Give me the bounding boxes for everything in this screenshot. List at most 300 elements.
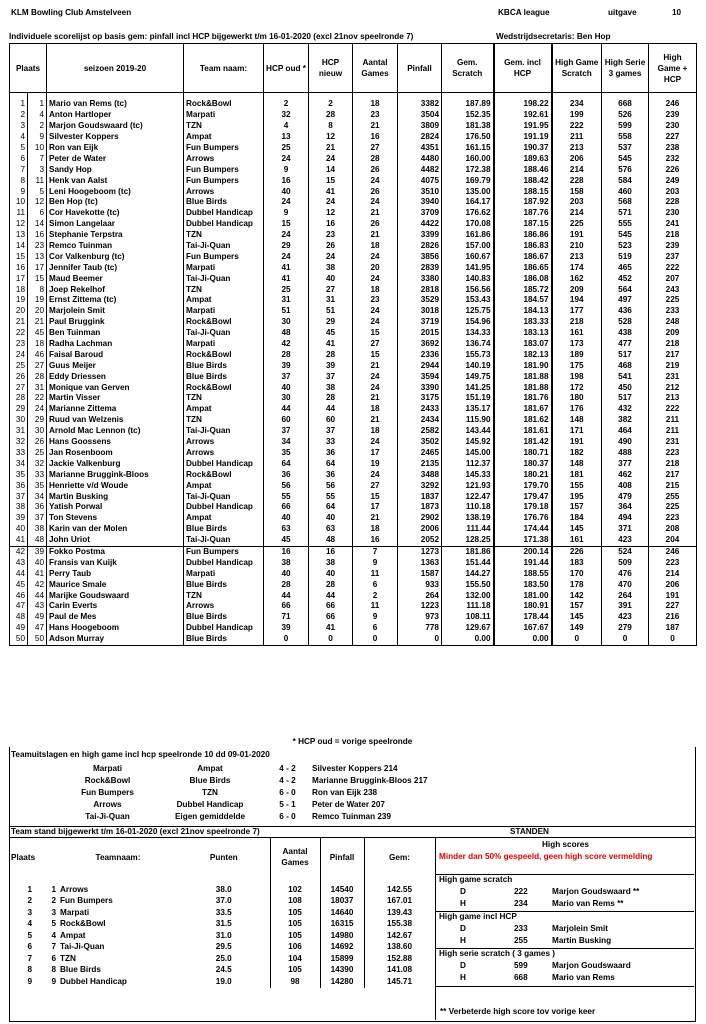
team-cell: Arrows <box>184 437 264 448</box>
high-serie-cell: 464 <box>602 426 649 437</box>
high-game-scratch-cell: 226 <box>552 546 602 557</box>
player-name-cell: Marianne Bruggink-Bloos <box>47 469 184 480</box>
high-game-scratch-cell: 218 <box>552 317 602 328</box>
points-cell: 31.5 <box>215 919 232 929</box>
high-score-gender: D <box>460 887 466 896</box>
high-serie-cell: 470 <box>602 579 649 590</box>
high-score-score: 255 <box>514 936 528 945</box>
prev-rank-cell: 33 <box>28 469 47 480</box>
player-name-cell: Anton Hartloper <box>47 110 184 121</box>
high-game-hcp-cell: 233 <box>649 306 697 317</box>
hcp-old-cell: 31 <box>264 295 309 306</box>
player-row <box>10 393 697 404</box>
team-cell: Blue Birds <box>184 197 264 208</box>
rank-cell: 41 <box>10 535 28 546</box>
games-cell: 24 <box>353 306 398 317</box>
pinfall-cell: 1837 <box>398 491 442 502</box>
pinfall-cell: 2944 <box>398 360 442 371</box>
high-game-scratch-cell: 158 <box>552 186 602 197</box>
average-cell: 145.71 <box>364 976 435 988</box>
high-score-score: 233 <box>514 924 528 933</box>
high-game-hcp-cell: 225 <box>649 295 697 306</box>
team-cell: Blue Birds <box>184 360 264 371</box>
rank-cell: 12 <box>10 219 28 230</box>
avg-scratch-cell: 187.89 <box>442 99 494 110</box>
col-header-high-game-scratch: High Game Scratch <box>552 44 602 93</box>
high-game-hcp-cell: 227 <box>649 601 697 612</box>
player-row <box>10 317 697 328</box>
games-cell: 18 <box>353 524 398 535</box>
rank-cell: 20 <box>10 306 28 317</box>
player-row <box>10 513 697 524</box>
rank-cell: 4 <box>27 919 32 929</box>
high-game-hcp-cell: 222 <box>649 262 697 273</box>
high-game-hcp-cell: 226 <box>649 164 697 175</box>
pinfall-cell: 2006 <box>398 524 442 535</box>
rank-cell: 5 <box>10 143 28 154</box>
team-cell: Dubbel Handicap <box>184 623 264 634</box>
high-serie-cell: 371 <box>602 524 649 535</box>
team-cell: Tai-Ji-Quan <box>60 942 105 952</box>
hcp-new-cell: 29 <box>309 317 353 328</box>
pinfall-cell: 3390 <box>398 382 442 393</box>
prev-rank-cell: 13 <box>28 251 47 262</box>
standing-col-plaats: Plaats <box>11 852 36 862</box>
player-row <box>10 110 697 121</box>
hcp-new-cell: 41 <box>309 339 353 350</box>
team-cell: Marpati <box>60 907 90 917</box>
prev-rank-cell: 3 <box>51 907 56 917</box>
team-cell: Tai-Ji-Quan <box>184 426 264 437</box>
hcp-old-cell: 71 <box>264 612 309 623</box>
header-row <box>10 44 697 93</box>
hcp-new-cell: 31 <box>309 295 353 306</box>
average-cell: 142.55 <box>364 884 435 896</box>
high-game-scratch-cell: 178 <box>552 579 602 590</box>
high-serie-cell: 279 <box>602 623 649 634</box>
high-serie-cell: 408 <box>602 480 649 491</box>
avg-scratch-cell: 115.90 <box>442 415 494 426</box>
avg-hcp-cell: 185.72 <box>494 284 552 295</box>
avg-scratch-cell: 140.19 <box>442 360 494 371</box>
high-game-scratch-cell: 184 <box>552 513 602 524</box>
prev-rank-cell: 35 <box>28 480 47 491</box>
team-cell: Tai-Ji-Quan <box>184 491 264 502</box>
hcp-old-cell: 32 <box>264 110 309 121</box>
high-game-hcp-cell: 204 <box>649 535 697 546</box>
player-name-cell: Ton Stevens <box>47 513 184 524</box>
avg-scratch-cell: 110.18 <box>442 502 494 513</box>
prev-rank-cell: 40 <box>28 557 47 568</box>
player-row <box>10 186 697 197</box>
player-row <box>10 284 697 295</box>
hcp-new-cell: 12 <box>309 208 353 219</box>
high-scores-footnote: ** Verbeterde high score tov vorige keer <box>440 1007 596 1016</box>
player-row <box>10 404 697 415</box>
player-row <box>10 306 697 317</box>
prev-rank-cell: 29 <box>28 415 47 426</box>
avg-hcp-cell: 167.67 <box>494 623 552 634</box>
avg-hcp-cell: 188.42 <box>494 175 552 186</box>
prev-rank-cell: 25 <box>28 448 47 459</box>
team-cell: Tai-Ji-Quan <box>184 535 264 546</box>
high-game-hcp-cell: 212 <box>649 382 697 393</box>
pinfall-cell: 1363 <box>398 557 442 568</box>
prev-rank-cell: 21 <box>28 317 47 328</box>
hcp-old-cell: 56 <box>264 480 309 491</box>
hcp-old-cell: 37 <box>264 371 309 382</box>
high-game-hcp-cell: 249 <box>649 175 697 186</box>
prev-rank-cell: 22 <box>28 393 47 404</box>
games-cell: 98 <box>270 976 320 988</box>
high-game-hcp-cell: 211 <box>649 415 697 426</box>
edition-label: uitgave <box>608 8 637 17</box>
high-game-hcp-cell: 231 <box>649 437 697 448</box>
high-score-player: Marjon Goudswaard ** <box>552 887 640 896</box>
hcp-new-cell: 28 <box>309 110 353 121</box>
hcp-old-cell: 42 <box>264 339 309 350</box>
average-cell: 142.67 <box>364 930 435 942</box>
player-score-table <box>9 43 697 646</box>
prev-rank-cell: 2 <box>28 121 47 132</box>
avg-scratch-cell: 145.00 <box>442 448 494 459</box>
rank-cell: 18 <box>10 284 28 295</box>
hcp-new-cell: 16 <box>309 219 353 230</box>
hcp-old-cell: 39 <box>264 360 309 371</box>
rank-cell: 11 <box>10 208 28 219</box>
games-cell: 21 <box>353 208 398 219</box>
player-name-cell: Paul de Mes <box>47 612 184 623</box>
high-game-hcp-cell: 227 <box>649 132 697 143</box>
hcp-old-cell: 25 <box>264 143 309 154</box>
games-cell: 24 <box>353 371 398 382</box>
high-serie-cell: 382 <box>602 415 649 426</box>
high-game-scratch-cell: 145 <box>552 524 602 535</box>
high-game-hcp-cell: 223 <box>649 557 697 568</box>
team-cell: Fun Bumpers <box>184 164 264 175</box>
player-row <box>10 132 697 143</box>
avg-scratch-cell: 136.74 <box>442 339 494 350</box>
rank-cell: 40 <box>10 524 28 535</box>
high-game-hcp-cell: 215 <box>649 480 697 491</box>
team-cell: Fun Bumpers <box>184 251 264 262</box>
hcp-new-cell: 28 <box>309 579 353 590</box>
games-cell: 24 <box>353 317 398 328</box>
high-game-hcp-cell: 218 <box>649 458 697 469</box>
high-game-scratch-cell: 203 <box>552 197 602 208</box>
col-header-team: Team naam: <box>184 44 264 93</box>
pinfall-cell: 2015 <box>398 328 442 339</box>
high-game-scratch-cell: 155 <box>552 480 602 491</box>
team-cell: Blue Birds <box>184 579 264 590</box>
games-cell: 24 <box>353 469 398 480</box>
rank-cell: 22 <box>10 328 28 339</box>
high-game-scratch-cell: 214 <box>552 208 602 219</box>
rank-cell: 4 <box>10 132 28 143</box>
games-cell: 24 <box>353 382 398 393</box>
games-cell: 21 <box>353 415 398 426</box>
rank-cell: 6 <box>27 942 32 952</box>
team-cell: Fun Bumpers <box>184 546 264 557</box>
high-serie-cell: 509 <box>602 557 649 568</box>
team-cell: Dubbel Handicap <box>184 219 264 230</box>
high-game-hcp-cell: 218 <box>649 339 697 350</box>
prev-rank-cell: 24 <box>28 404 47 415</box>
player-name-cell: Peter de Water <box>47 153 184 164</box>
games-cell: 24 <box>353 175 398 186</box>
points-cell: 19.0 <box>215 976 232 986</box>
home-team-cell: Tai-Ji-Quan <box>85 812 130 821</box>
pinfall-cell: 3510 <box>398 186 442 197</box>
high-serie-cell: 391 <box>602 601 649 612</box>
pinfall-cell: 2465 <box>398 448 442 459</box>
high-game-hcp-cell: 191 <box>649 590 697 601</box>
high-serie-cell: 438 <box>602 328 649 339</box>
player-rows <box>10 93 697 646</box>
high-game-hcp-cell: 209 <box>649 328 697 339</box>
avg-scratch-cell: 141.25 <box>442 382 494 393</box>
avg-scratch-cell: 145.33 <box>442 469 494 480</box>
player-name-cell: Stephanie Terpstra <box>47 230 184 241</box>
avg-hcp-cell: 180.71 <box>494 448 552 459</box>
player-name-cell: Mario van Rems (tc) <box>47 99 184 110</box>
standing-row <box>9 942 435 954</box>
col-header-avg-scratch: Gem. Scratch <box>442 44 494 93</box>
games-cell: 6 <box>353 623 398 634</box>
rank-cell: 26 <box>10 371 28 382</box>
prev-rank-cell: 32 <box>28 458 47 469</box>
avg-scratch-cell: 135.00 <box>442 186 494 197</box>
team-cell: Rock&Bowl <box>184 317 264 328</box>
high-game-cell: Silvester Koppers 214 <box>312 764 398 773</box>
avg-hcp-cell: 191.19 <box>494 132 552 143</box>
avg-hcp-cell: 183.50 <box>494 579 552 590</box>
high-game-hcp-cell: 239 <box>649 110 697 121</box>
high-game-scratch-cell: 161 <box>552 535 602 546</box>
high-serie-cell: 364 <box>602 502 649 513</box>
edition-number: 10 <box>672 8 682 17</box>
player-name-cell: Radha Lachman <box>47 339 184 350</box>
player-row <box>10 524 697 535</box>
high-game-scratch-cell: 206 <box>552 153 602 164</box>
high-game-cell: Marianne Bruggink-Bloos 217 <box>312 776 428 785</box>
player-name-cell: Martin Busking <box>47 491 184 502</box>
home-team-cell: Rock&Bowl <box>84 776 131 785</box>
rank-cell: 32 <box>10 437 28 448</box>
hcp-new-cell: 39 <box>309 360 353 371</box>
away-team-cell: Dubbel Handicap <box>176 800 244 809</box>
rank-cell: 21 <box>10 317 28 328</box>
high-game-scratch-cell: 148 <box>552 415 602 426</box>
avg-hcp-cell: 181.76 <box>494 393 552 404</box>
prev-rank-cell: 5 <box>28 186 47 197</box>
rank-cell: 47 <box>10 601 28 612</box>
pinfall-cell: 778 <box>398 623 442 634</box>
player-name-cell: Faisal Baroud <box>47 349 184 360</box>
player-name-cell: Martin Visser <box>47 393 184 404</box>
avg-hcp-cell: 191.44 <box>494 557 552 568</box>
team-cell: Dubbel Handicap <box>60 976 127 986</box>
standing-col-games: Aantal Games <box>270 838 320 876</box>
team-cell: Dubbel Handicap <box>184 502 264 513</box>
avg-hcp-cell: 200.14 <box>494 546 552 557</box>
standing-col-pinfall: Pinfall <box>320 838 364 876</box>
standing-col-punten: Punten <box>209 852 238 862</box>
score-cell: 5 - 1 <box>279 800 296 809</box>
rank-cell: 33 <box>10 448 28 459</box>
avg-scratch-cell: 111.18 <box>442 601 494 612</box>
avg-hcp-cell: 181.61 <box>494 426 552 437</box>
col-header-season: seizoen 2019-20 <box>47 44 184 93</box>
pinfall-cell: 3856 <box>398 251 442 262</box>
avg-hcp-cell: 188.15 <box>494 186 552 197</box>
player-name-cell: Simon Langelaar <box>47 219 184 230</box>
team-cell: TZN <box>184 393 264 404</box>
rank-cell: 3 <box>27 907 32 917</box>
hcp-old-cell: 24 <box>264 251 309 262</box>
rank-cell: 3 <box>10 121 28 132</box>
player-name-cell: Maud Beemer <box>47 273 184 284</box>
player-name-cell: Adson Murray <box>47 634 184 645</box>
pinfall-cell: 2434 <box>398 415 442 426</box>
pinfall-cell: 3504 <box>398 110 442 121</box>
high-serie-cell: 537 <box>602 143 649 154</box>
high-game-hcp-cell: 248 <box>649 317 697 328</box>
standing-row <box>9 953 435 965</box>
pinfall-cell: 2336 <box>398 349 442 360</box>
pinfall-cell: 3809 <box>398 121 442 132</box>
high-serie-cell: 497 <box>602 295 649 306</box>
avg-scratch-cell: 151.44 <box>442 557 494 568</box>
hcp-old-cell: 45 <box>264 535 309 546</box>
high-game-hcp-cell: 223 <box>649 513 697 524</box>
team-cell: Arrows <box>184 448 264 459</box>
standing-table <box>9 838 436 988</box>
points-cell: 31.0 <box>215 930 232 940</box>
avg-hcp-cell: 181.62 <box>494 415 552 426</box>
prev-rank-cell: 44 <box>28 590 47 601</box>
rank-cell: 28 <box>10 393 28 404</box>
high-game-hcp-cell: 225 <box>649 502 697 513</box>
high-game-hcp-cell: 223 <box>649 448 697 459</box>
avg-scratch-cell: 121.93 <box>442 480 494 491</box>
col-header-avg-hcp: Gem. incl HCP <box>494 44 552 93</box>
team-cell: Blue Birds <box>184 371 264 382</box>
rank-cell: 7 <box>27 953 32 963</box>
rank-cell: 23 <box>10 339 28 350</box>
games-cell: 26 <box>353 164 398 175</box>
high-game-scratch-cell: 191 <box>552 230 602 241</box>
pinfall-cell: 4075 <box>398 175 442 186</box>
section-divider <box>435 986 694 987</box>
team-cell: Dubbel Handicap <box>184 208 264 219</box>
col-header-high-game-hcp: High Game + HCP <box>649 44 697 93</box>
hcp-new-cell: 37 <box>309 426 353 437</box>
pinfall-cell: 3399 <box>398 230 442 241</box>
pinfall-cell: 14640 <box>320 907 364 919</box>
player-name-cell: Cor Havekotte (tc) <box>47 208 184 219</box>
player-name-cell: Remco Tuinman <box>47 241 184 252</box>
rank-cell: 16 <box>10 262 28 273</box>
player-row <box>10 175 697 186</box>
average-cell: 141.08 <box>364 965 435 977</box>
team-cell: Ampat <box>184 404 264 415</box>
hcp-new-cell: 60 <box>309 415 353 426</box>
standen-label: STANDEN <box>510 827 549 836</box>
pinfall-cell: 14692 <box>320 942 364 954</box>
hcp-new-cell: 37 <box>309 371 353 382</box>
rank-cell: 45 <box>10 579 28 590</box>
team-cell: Rock&Bowl <box>184 99 264 110</box>
games-cell: 16 <box>353 535 398 546</box>
prev-rank-cell: 9 <box>28 132 47 143</box>
prev-rank-cell: 8 <box>28 284 47 295</box>
team-cell: Arrows <box>60 884 89 894</box>
avg-scratch-cell: 129.67 <box>442 623 494 634</box>
pinfall-cell: 3292 <box>398 480 442 491</box>
high-score-player: Marjolein Smit <box>552 924 608 933</box>
high-game-scratch-cell: 194 <box>552 295 602 306</box>
hcp-old-cell: 15 <box>264 219 309 230</box>
player-row <box>10 415 697 426</box>
hcp-old-cell: 66 <box>264 502 309 513</box>
rank-cell: 15 <box>10 251 28 262</box>
hcp-old-cell: 24 <box>264 230 309 241</box>
high-scores-title: High scores <box>542 840 589 849</box>
player-name-cell: Sandy Hop <box>47 164 184 175</box>
team-cell: Rock&Bowl <box>184 469 264 480</box>
pinfall-cell: 2582 <box>398 426 442 437</box>
standing-row <box>9 965 435 977</box>
games-cell: 24 <box>353 273 398 284</box>
high-serie-cell: 476 <box>602 568 649 579</box>
hcp-new-cell: 26 <box>309 241 353 252</box>
hcp-old-cell: 24 <box>264 153 309 164</box>
high-game-hcp-cell: 203 <box>649 186 697 197</box>
high-game-hcp-cell: 213 <box>649 393 697 404</box>
high-game-hcp-cell: 219 <box>649 360 697 371</box>
avg-hcp-cell: 181.42 <box>494 437 552 448</box>
hcp-old-cell: 40 <box>264 513 309 524</box>
rank-cell: 31 <box>10 426 28 437</box>
prev-rank-cell: 2 <box>51 896 56 906</box>
high-game-scratch-cell: 183 <box>552 557 602 568</box>
prev-rank-cell: 18 <box>28 339 47 350</box>
high-game-hcp-cell: 187 <box>649 623 697 634</box>
prev-rank-cell: 4 <box>28 110 47 121</box>
prev-rank-cell: 31 <box>28 382 47 393</box>
games-cell: 27 <box>353 143 398 154</box>
rank-cell: 6 <box>10 153 28 164</box>
pinfall-cell: 2433 <box>398 404 442 415</box>
avg-scratch-cell: 112.37 <box>442 458 494 469</box>
high-game-hcp-cell: 207 <box>649 273 697 284</box>
rank-cell: 2 <box>27 896 32 906</box>
avg-scratch-cell: 132.00 <box>442 590 494 601</box>
games-cell: 26 <box>353 219 398 230</box>
rank-cell: 2 <box>10 110 28 121</box>
prev-rank-cell: 43 <box>28 601 47 612</box>
player-name-cell: Hans Goossens <box>47 437 184 448</box>
prev-rank-cell: 15 <box>28 273 47 284</box>
result-row <box>60 775 460 787</box>
high-game-cell: Ron van Eijk 238 <box>312 788 378 797</box>
player-row <box>10 469 697 480</box>
hcp-old-cell: 48 <box>264 328 309 339</box>
games-cell: 15 <box>353 491 398 502</box>
points-cell: 29.5 <box>215 942 232 952</box>
high-serie-cell: 468 <box>602 360 649 371</box>
